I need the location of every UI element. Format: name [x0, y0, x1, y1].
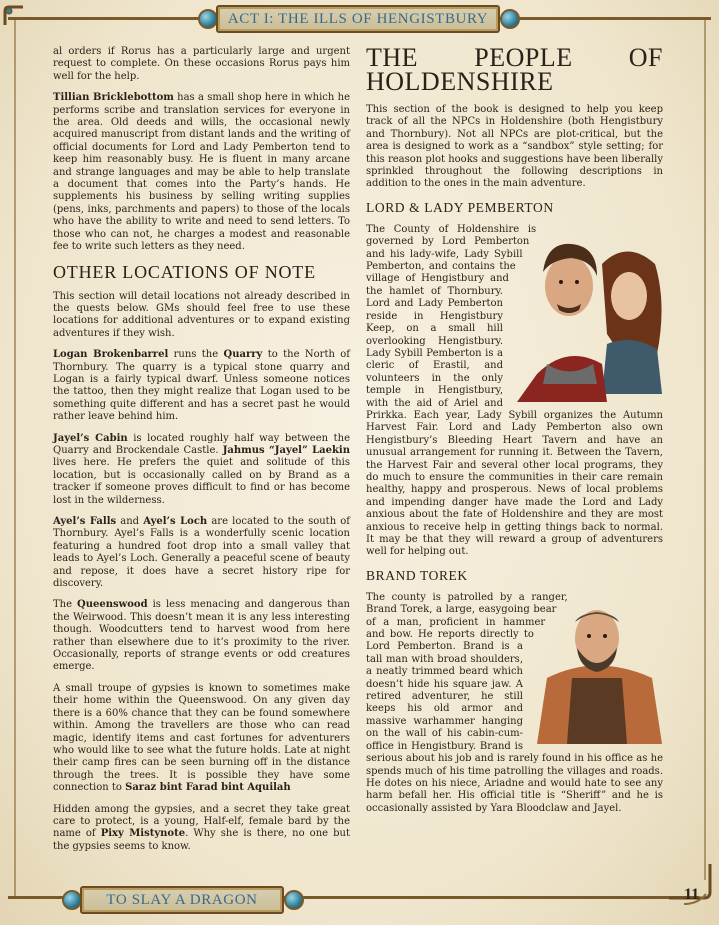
paragraph-gypsies: A small troupe of gypsies is known to sometimes make their home within the Queenswood. On any given day there is a 60% chance that they can be found somewhere within. Among the travellers are those who can read magic, identify items and cast fortunes for adventurers who would like to see what the future holds. Late at night their camp fires can be seen burning off in the distance through the trees. It is possible they have some connection to Saraz bint Farad bint Aquilah [53, 682, 350, 794]
portrait-illustration-icon [527, 598, 667, 744]
paragraph-pixy: Hidden among the gypsies, and a secret they take great care to protect, is a young, Half-elf, female bard by the name of Pixy Mistynote. Why she is there, no one but the gypsies seems to know. [53, 803, 351, 852]
lord-lady-portrait [507, 224, 667, 402]
paragraph-people-intro: This section of the book is designed to help you keep track of all the NPCs in Holdenshire (both Hengistbury and Thornbury). Not all NPCs are plot-critical, but the area is designed to work as a “sandbox” style setting; for this reason plot hooks and suggestions have been liberally sprinkled throughout the following descriptions in addition to the ones in the main adventure. [366, 104, 663, 190]
subheading-lord-lady: LORD & LADY PEMBERTON [366, 199, 554, 215]
left-column [53, 46, 350, 862]
gem-ornament-icon [198, 9, 218, 29]
paragraph-queenswood: The Queenswood is less menacing and dangerous than the Weirwood. This doesn’t mean it is any less interesting though. Woodcutters tend to harvest wood from here rather than elsewhere due to it’s proximity to the river. Occasionally, reports of strange events or odd creatures emerge. [53, 599, 350, 673]
gem-ornament-icon [62, 890, 82, 910]
npc-name: Tillian Bricklebottom [53, 92, 174, 104]
paragraph-rorus: al orders if Rorus has a particularly large and urgent request to complete. On these occasions Rorus pays him well for the help. [53, 46, 350, 82]
paragraph-tillian: Tillian Bricklebottom has a small shop here in which he performs scribe and translation services for everyone in the area. Old deeds and wills, the occasional newly acquired manuscript from distant lands and the writing of official documents for Lord and Lady Pemberton tend to keep him reasonably busy. He is fluent in many arcane and strange languages and may be able to help translate a document that comes into the Party’s hands. He supplements his business by selling writing supplies (pens, inks, parchments and papers) to those of the locals who have the ability to write and need to send letters. To those who can not, he charges a modest and reasonable fee to write such letters as they need. [53, 92, 351, 253]
paragraph-brand-torek: The county is patrolled by a ranger, Brand Torek, a large, easygoing bear of a man, proficient in hammer and bow. He reports directly to Lord Pemberton. Brand is a tall man with broad shoulders, a neatly trimmed beard which doesn’t hide his square jaw. A retired adventurer, he still keeps his old armor and massive warhammer hanging on the wall of his cabin-cum-office in Hengistbury. Brand is serious about his job and is rarely found in his office as he spends much of his time patrolling the villages and roads. He dotes on his niece, Ariadne and would hate to see any harm befall her. His official title is “Sheriff” and he is occasionally assisted by Yara Bloodclaw and Jayel. [366, 591, 663, 814]
corner-ornament-icon [3, 5, 25, 27]
footer-banner [80, 886, 284, 914]
section-heading-people: THE PEOPLE OF HOLDENSHIRE [366, 43, 663, 96]
chapter-title: ACT I: THE ILLS OF HENGISTBURY [227, 10, 489, 27]
chapter-header-banner [216, 5, 500, 33]
paragraph-jayel: Jayel’s Cabin is located roughly half way between the Quarry and Brockendale Castle. Jahmus “Jayel” Laekin lives here. He prefers the quiet and solitude of this location, but is occasionally called on by Brand as a tracker if someone proves difficult to find or has become lost in the wilderness. [53, 432, 351, 506]
gem-ornament-icon [284, 890, 304, 910]
gem-ornament-icon [500, 9, 520, 29]
section-heading-other-locations: OTHER LOCATIONS OF NOTE [53, 261, 316, 282]
page-number: 11 [684, 886, 700, 903]
paragraph-lord-lady: The County of Holdenshire is governed by Lord Pemberton and his lady-wife, Lady Sybill Pemberton, and contains the village of Hengistbury and the hamlet of Thornbury. Lord and Lady Pemberton reside in Hengistbury Keep, on a small hill overlooking Hengistbury. Lady Sybill Pemberton is a cleric of Erastil, and volunteers in the only temple in Hengistbury, with the aid of Ariel and Prirkka. Each year, Lady Sybill organizes the Autumn Harvest Fair. Lord and Lady Pemberton also own Hengistbury’s Bleeding Heart Tavern and have an unusual arrangement for running it. Between the Tavern, the Harvest Fair and several other local programs, they do much to ensure the communities in their care remain healthy, happy and prosperous. News of local problems and impending danger have made the Lord and Lady anxious about the fate of Holdenshire and they are most anxious to receive help in getting things back to normal. It may be that they will reward a group of adventurers well for helping out. [366, 223, 663, 558]
paragraph-locations-intro: This section will detail locations not already described in the quests below. GMs should feel free to use these locations for additional adventures or to expand existing adventures if they wish. [53, 290, 350, 339]
paragraph-logan: Logan Brokenbarrel runs the Quarry to the North of Thornbury. The quarry is a typical stone quarry and Logan is a fairly typical dwarf. Unless someone notices the tattoo, then they might realize that Logan used to be something quite different and has a secret past he would rather leave behind him. [53, 349, 350, 423]
frame-left-border [14, 20, 16, 896]
subheading-brand-torek: BRAND TOREK [366, 567, 468, 583]
right-column [366, 43, 663, 824]
brand-torek-portrait [527, 598, 667, 744]
paragraph-ayel: Ayel’s Falls and Ayel’s Loch are located to the south of Thornbury. Ayel’s Falls is a wonderfully scenic location featuring a hundred foot drop into a small valley that leads to Ayel’s Loch. Generally a peaceful scene of beauty and repose, it does have a secret history ripe for discovery. [53, 516, 350, 590]
book-title: TO SLAY A DRAGON [106, 891, 258, 908]
portrait-illustration-icon [507, 224, 667, 402]
frame-right-border [704, 20, 706, 880]
